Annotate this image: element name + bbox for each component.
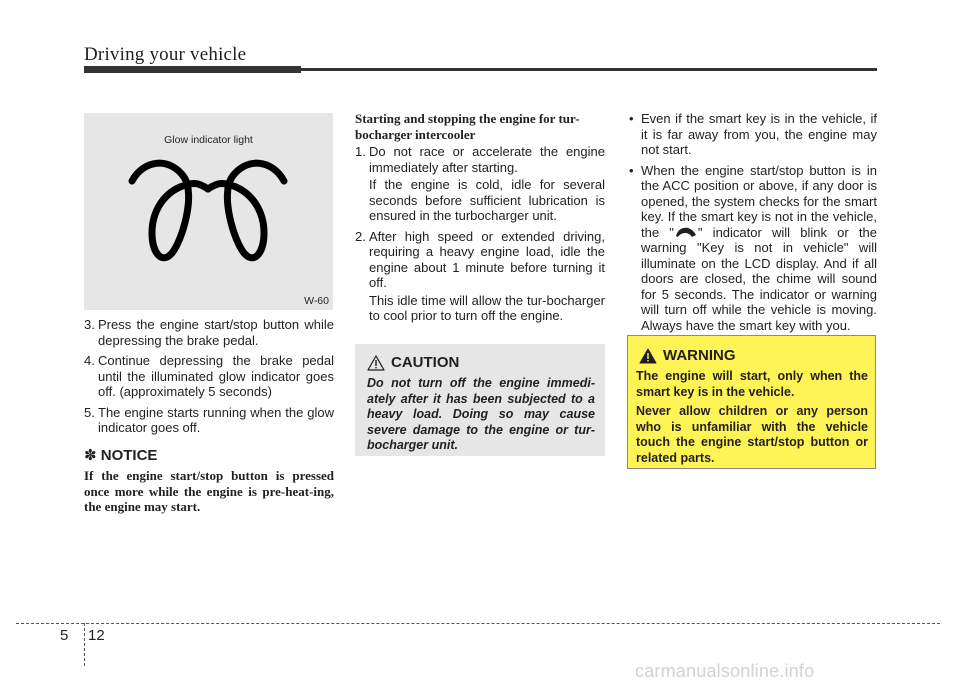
warning-body [636, 369, 868, 470]
header-rule [84, 66, 877, 73]
footer-rule [16, 623, 940, 624]
glow-plug-coil-icon [84, 113, 333, 310]
watermark: carmanualsonline.info [635, 661, 815, 681]
instruction-number: 2. [355, 228, 366, 244]
notice-body: If the engine start/stop button is pressed once more while the engine is pre-heat-ing, the engine may start. [84, 468, 334, 514]
bullet-item [627, 163, 877, 334]
page-number: 12 [88, 627, 105, 644]
instruction-item [355, 229, 605, 291]
notice-symbol-icon: ✽ [84, 446, 97, 464]
step-number: 5. [84, 404, 95, 420]
notice-heading [84, 448, 334, 464]
instruction-subtext: This idle time will allow the tur-bocharger to cool prior to turn off the engine. [369, 292, 605, 323]
caution-title: CAUTION [391, 354, 460, 371]
warning-box [627, 335, 876, 469]
step-text: The engine starts running when the glow indicator goes off. [98, 404, 334, 435]
section-heading: Starting and stopping the engine for tur-bocharger intercooler [355, 111, 580, 142]
step-text: Continue depressing the brake pedal until the illuminated glow indicator goes off. (approximately 5 seconds) [98, 353, 334, 399]
warning-heading [639, 347, 736, 364]
step-number: 3. [84, 317, 95, 332]
right-column [627, 111, 877, 338]
warning-title: WARNING [663, 347, 736, 364]
caution-body: Do not turn off the engine immedi-ately after it has been subjected to a heavy load. Doing so may cause severe damage to the engine or tur-bocharger unit. [367, 376, 595, 452]
step-text: Press the engine start/stop button while depressing the brake pedal. [98, 317, 334, 348]
bullet-dot: • [629, 111, 634, 126]
header-rule-thick [84, 66, 301, 73]
warning-paragraph: The engine will start, only when the smart key is in the vehicle. [636, 369, 868, 399]
instruction-text: Do not race or accelerate the engine immediately after starting. [369, 144, 605, 175]
bullet-item [627, 111, 877, 158]
glow-indicator-figure [84, 113, 333, 310]
bullet-text [641, 163, 877, 334]
warning-triangle-icon [639, 348, 657, 364]
warning-paragraph: Never allow children or any person who is unfamiliar with the vehicle touch the engine start/stop button or related parts. [636, 404, 868, 465]
instruction-text: After high speed or extended driving, requiring a heavy engine load, idle the engine about 1 minute before turning it off. [369, 228, 605, 290]
step-item [84, 353, 334, 400]
caution-triangle-icon [367, 355, 385, 371]
step-item [84, 405, 334, 436]
middle-column [355, 111, 605, 329]
figure-code: W-60 [304, 295, 329, 307]
footer-divider [84, 623, 85, 666]
notice-title: NOTICE [100, 446, 158, 464]
figure-label: Glow indicator light [164, 134, 253, 146]
instruction-subtext: If the engine is cold, idle for several seconds before sufficient lubrication is ensured in the turbocharger unit. [369, 177, 605, 223]
bullet-text-before: When the engine start/stop button is in the ACC position or above, if any door is opened, the system checks for the smart key. If the smart key is not in the vehicle, the " [641, 162, 877, 240]
bullet-text-after: " indicator will blink or the warning "Key is not in vehicle" will illuminate on the LCD display. And if all doors are closed, the chime will sound for 5 seconds. The indicator or warning will turn off while the vehicle is moving. Always have the smart key with you. [641, 224, 877, 333]
instruction-item [355, 144, 605, 175]
caution-heading [367, 354, 459, 371]
left-column [84, 317, 334, 515]
step-item [84, 317, 334, 348]
smart-key-indicator-icon [675, 226, 697, 238]
page-header-title: Driving your vehicle [84, 44, 247, 65]
caution-box [355, 344, 605, 456]
header-rule-thin [301, 68, 877, 71]
bullet-text: Even if the smart key is in the vehicle, if it is far away from you, the engine may not start. [641, 111, 877, 157]
bullet-dot: • [629, 162, 634, 178]
instruction-number: 1. [355, 144, 366, 159]
chapter-number: 5 [60, 627, 69, 644]
step-number: 4. [84, 353, 95, 368]
